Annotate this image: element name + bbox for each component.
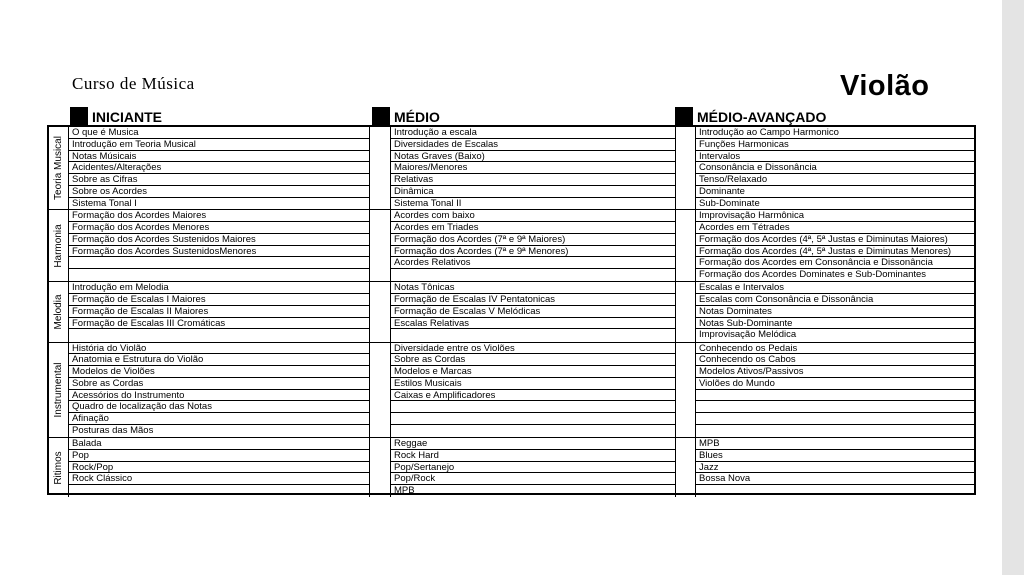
- table-cell: Consonância e Dissonância: [696, 162, 974, 174]
- table-cell: Balada: [69, 438, 369, 450]
- table-cell: Acordes em Tétrades: [696, 222, 974, 234]
- table-cell: Formação de Escalas III Cromáticas: [69, 318, 369, 330]
- table-cell: Notas Graves (Baixo): [391, 151, 675, 163]
- table-cell: [696, 401, 974, 413]
- column-iniciante: [69, 438, 370, 497]
- column-iniciante: [69, 127, 370, 209]
- column-spacer: [676, 282, 696, 341]
- column-spacer: [370, 343, 391, 438]
- column-avancado: [696, 282, 974, 341]
- table-cell: Formação dos Acordes (7ª e 9ª Menores): [391, 246, 675, 258]
- table-cell: Conhecendo os Cabos: [696, 354, 974, 366]
- table-cell: Sobre as Cifras: [69, 174, 369, 186]
- column-medio: [391, 210, 676, 281]
- column-avancado: [696, 210, 974, 281]
- table-cell: Notas Músicais: [69, 151, 369, 163]
- table-cell: Formação dos Acordes Maiores: [69, 210, 369, 222]
- table-cell: MPB: [394, 485, 415, 496]
- table-cell: Rock/Pop: [69, 462, 369, 474]
- table-cell: Caixas e Amplificadores: [391, 390, 675, 402]
- table-cell: Modelos Ativos/Passivos: [696, 366, 974, 378]
- table-cell: Sobre as Cordas: [69, 378, 369, 390]
- column-medio: [391, 343, 676, 438]
- table-cell: Funções Harmonicas: [696, 139, 974, 151]
- table-cell: Modelos e Marcas: [391, 366, 675, 378]
- table-cell: Acidentes/Alterações: [69, 162, 369, 174]
- table-cell: Formação dos Acordes Menores: [69, 222, 369, 234]
- table-cell: Formação de Escalas IV Pentatonicas: [391, 294, 675, 306]
- table-cell: Formação dos Acordes Dominates e Sub-Dominantes: [699, 269, 927, 280]
- section-label-text: Teoria Musical: [52, 136, 64, 201]
- table-cell: Intervalos: [696, 151, 974, 163]
- section-3: [49, 342, 974, 438]
- level-header-medio: [372, 107, 440, 125]
- column-spacer: [370, 210, 391, 281]
- table-cell: Sub-Dominate: [699, 197, 760, 209]
- table-cell: Introdução a escala: [391, 127, 675, 139]
- column-spacer: [370, 438, 391, 497]
- table-cell: Sobre as Cordas: [391, 354, 675, 366]
- column-spacer: [676, 438, 696, 497]
- table-cell: Anatomia e Estrutura do Violão: [69, 354, 369, 366]
- section-label: [49, 282, 69, 341]
- table-cell: Maiores/Menores: [391, 162, 675, 174]
- table-cell: Acordes em Triades: [391, 222, 675, 234]
- table-cell: [696, 413, 974, 425]
- table-cell: [391, 413, 675, 425]
- section-label-text: Melodia: [52, 294, 64, 330]
- page-edge-bar: [1002, 0, 1024, 575]
- table-cell: Formação dos Acordes Sustenidos Maiores: [69, 234, 369, 246]
- table-cell: Relativas: [391, 174, 675, 186]
- table-cell: Acordes com baixo: [391, 210, 675, 222]
- table-cell: História do Violão: [69, 343, 369, 355]
- column-avancado: [696, 127, 974, 209]
- table-cell: Modelos de Violões: [69, 366, 369, 378]
- table-cell: Introdução em Melodia: [69, 282, 369, 294]
- table-cell: Posturas das Mãos: [72, 424, 154, 436]
- column-medio: [391, 127, 676, 209]
- table-cell: Introdução ao Campo Harmonico: [696, 127, 974, 139]
- level-label: MÉDIO-AVANÇADO: [697, 109, 827, 125]
- column-medio: [391, 438, 676, 497]
- level-label: MÉDIO: [394, 109, 440, 125]
- table-cell: Estilos Musicais: [391, 378, 675, 390]
- column-avancado: [696, 438, 974, 497]
- table-cell: Quadro de localização das Notas: [69, 401, 369, 413]
- table-cell: Escalas com Consonância e Dissonância: [696, 294, 974, 306]
- table-cell: Dinâmica: [391, 186, 675, 198]
- table-cell: [391, 269, 675, 281]
- column-spacer: [370, 127, 391, 209]
- section-label: [49, 210, 69, 281]
- section-label: [49, 343, 69, 438]
- table-cell: Formação dos Acordes em Consonância e Dissonância: [696, 257, 974, 269]
- table-cell: Conhecendo os Pedais: [696, 343, 974, 355]
- table-cell: Blues: [696, 450, 974, 462]
- table-cell: Formação de Escalas II Maiores: [69, 306, 369, 318]
- table-cell: Reggae: [391, 438, 675, 450]
- column-avancado: [696, 343, 974, 438]
- column-medio: [391, 282, 676, 341]
- level-marker: [675, 107, 693, 125]
- table-cell: Formação dos Acordes (4ª, 5ª Justas e Diminutas Maiores): [696, 234, 974, 246]
- table-cell: Rock Clássico: [69, 473, 369, 485]
- table-cell: Pop: [69, 450, 369, 462]
- table-cell: Bossa Nova: [696, 473, 974, 485]
- level-header-iniciante: [70, 107, 162, 125]
- table-cell: MPB: [696, 438, 974, 450]
- section-0: [49, 127, 974, 209]
- table-cell: [696, 425, 974, 437]
- level-marker: [70, 107, 88, 125]
- table-cell: Formação dos Acordes (7ª e 9ª Maiores): [391, 234, 675, 246]
- level-header-medio-avancado: [675, 107, 826, 125]
- table-cell: Tenso/Relaxado: [696, 174, 974, 186]
- section-4: [49, 437, 974, 497]
- column-iniciante: [69, 210, 370, 281]
- column-spacer: [676, 343, 696, 438]
- table-cell: [696, 390, 974, 402]
- table-cell: Jazz: [696, 462, 974, 474]
- table-cell: Introdução em Teoria Musical: [69, 139, 369, 151]
- table-cell: Formação de Escalas I Maiores: [69, 294, 369, 306]
- table-cell: Formação dos Acordes (4ª, 5ª Justas e Diminutas Menores): [696, 246, 974, 258]
- table-cell: [391, 425, 675, 437]
- table-cell: Notas Sub-Dominante: [696, 318, 974, 330]
- table-cell: Notas Dominates: [696, 306, 974, 318]
- table-cell: Escalas e Intervalos: [696, 282, 974, 294]
- table-cell: Improvisação Melódica: [699, 329, 797, 341]
- table-cell: Rock Hard: [391, 450, 675, 462]
- table-cell: Notas Tônicas: [391, 282, 675, 294]
- section-label-text: Harmonia: [52, 224, 64, 268]
- column-spacer: [676, 127, 696, 209]
- column-spacer: [370, 282, 391, 341]
- column-iniciante: [69, 282, 370, 341]
- table-cell: Formação dos Acordes SustenidosMenores: [69, 246, 369, 258]
- page-title: Curso de Música: [72, 74, 195, 93]
- section-label-text: Ritimos: [52, 450, 64, 485]
- level-marker: [372, 107, 390, 125]
- section-2: [49, 281, 974, 341]
- table-cell: [391, 329, 675, 341]
- section-label-text: Instrumental: [52, 362, 64, 418]
- table-cell: Formação de Escalas V Melódicas: [391, 306, 675, 318]
- table-cell: Improvisação Harmônica: [696, 210, 974, 222]
- table-cell: Pop/Sertanejo: [391, 462, 675, 474]
- table-cell: Dominante: [696, 186, 974, 198]
- table-cell: Sistema Tonal I: [72, 197, 137, 209]
- level-label: INICIANTE: [92, 109, 162, 125]
- table-cell: [69, 257, 369, 269]
- table-cell: Afinação: [69, 413, 369, 425]
- table-cell: Diversidade entre os Violões: [391, 343, 675, 355]
- table-cell: Pop/Rock: [391, 473, 675, 485]
- table-cell: [69, 269, 369, 281]
- table-cell: Sobre os Acordes: [69, 186, 369, 198]
- table-cell: Escalas Relativas: [391, 318, 675, 330]
- table-cell: Diversidades de Escalas: [391, 139, 675, 151]
- table-cell: [696, 485, 974, 497]
- table-cell: Sistema Tonal II: [394, 197, 462, 209]
- curriculum-table: [47, 125, 976, 495]
- violao-logo: Violão: [840, 70, 930, 102]
- table-cell: Violões do Mundo: [696, 378, 974, 390]
- table-cell: [391, 401, 675, 413]
- section-1: [49, 209, 974, 281]
- table-cell: O que é Musica: [69, 127, 369, 139]
- table-cell: [69, 329, 369, 341]
- table-cell: Acordes Relativos: [391, 257, 675, 269]
- column-iniciante: [69, 343, 370, 438]
- section-label: [49, 127, 69, 209]
- table-cell: Acessórios do Instrumento: [69, 390, 369, 402]
- section-label: [49, 438, 69, 497]
- column-spacer: [676, 210, 696, 281]
- table-cell: [69, 485, 369, 497]
